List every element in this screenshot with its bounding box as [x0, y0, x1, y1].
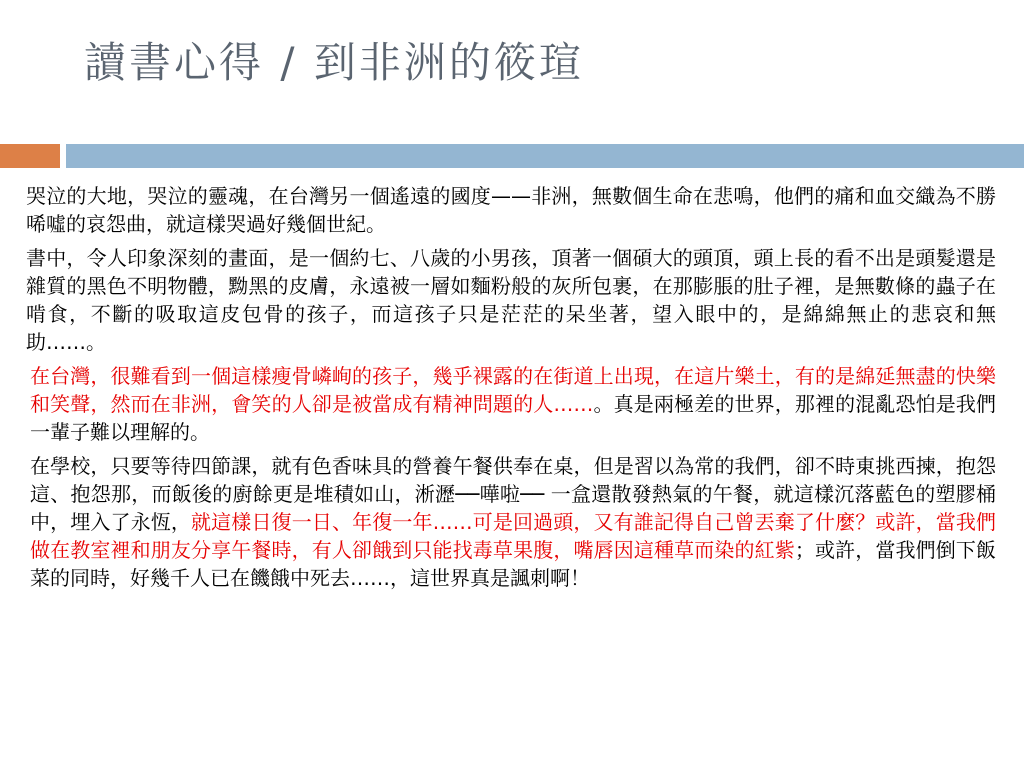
paragraph-3-text: 。真是兩極差的世界，那裡的混亂恐怕是我們一輩子難以理解的。: [30, 392, 997, 444]
paragraph-2-text: 書中，令人印象深刻的畫面，是一個約七、八歲的小男孩，頂著一個碩大的頭頂，頭上長的看不出是頭髮還是雜質的黑色不明物體，黝黑的皮膚，永遠被一層如麵粉般的灰所包裹，在那膨脹的肚子裡，是無數條的蟲子在啃食，不斷的吸取這皮包骨的孩子，而這孩子只是茫茫的呆坐著，望入眼中的，是綿綿無止的悲哀和無助……。: [26, 246, 996, 354]
paragraph-4-text-a: 在學校，只要等待四節課，就有色香味具的營養午餐供奉在桌，但是習以為常的我們，卻不時東挑西揀，抱怨這、抱怨那，而飯後的廚餘更是堆積如山，淅瀝──嘩啦── 一盒還散發熱氣的午餐，就這樣沉落藍色的塑膠桶中，埋入了永恆，: [30, 454, 996, 534]
paragraph-3-highlight: 在台灣，很難看到一個這樣瘦骨嶙峋的孩子，幾乎裸露的在街道上出現，在這片樂土，有的是綿延無盡的快樂和笑聲，然而在非洲，會笑的人卻是被當成有精神問題的人……: [30, 364, 996, 416]
paragraph-2: [26, 244, 996, 356]
paragraph-1-text: 哭泣的大地，哭泣的靈魂，在台灣另一個遙遠的國度——非洲，無數個生命在悲鳴，他們的痛和血交織為不勝唏噓的哀怨曲，就這樣哭過好幾個世紀。: [26, 184, 996, 236]
paragraph-4-text-b: ；或許，當我們倒下飯菜的同時，好幾千人已在饑餓中死去……，這世界真是諷刺啊！: [30, 538, 997, 590]
slide-title: 讀書心得 / 到非洲的筱瑄: [84, 38, 584, 87]
paragraph-3: [26, 362, 996, 446]
accent-bar-orange: [0, 144, 60, 168]
paragraph-4: [26, 452, 996, 592]
paragraph-4-highlight: 就這樣日復一日、年復一年……可是回過頭，又有誰記得自己曾丟棄了什麼？或許，當我們做在教室裡和朋友分享午餐時，有人卻餓到只能找毒草果腹，嘴唇因這種草而染的紅紫: [30, 510, 997, 562]
accent-bar-blue: [66, 144, 1024, 168]
paragraph-1: [26, 182, 996, 238]
slide-body: [26, 182, 996, 598]
